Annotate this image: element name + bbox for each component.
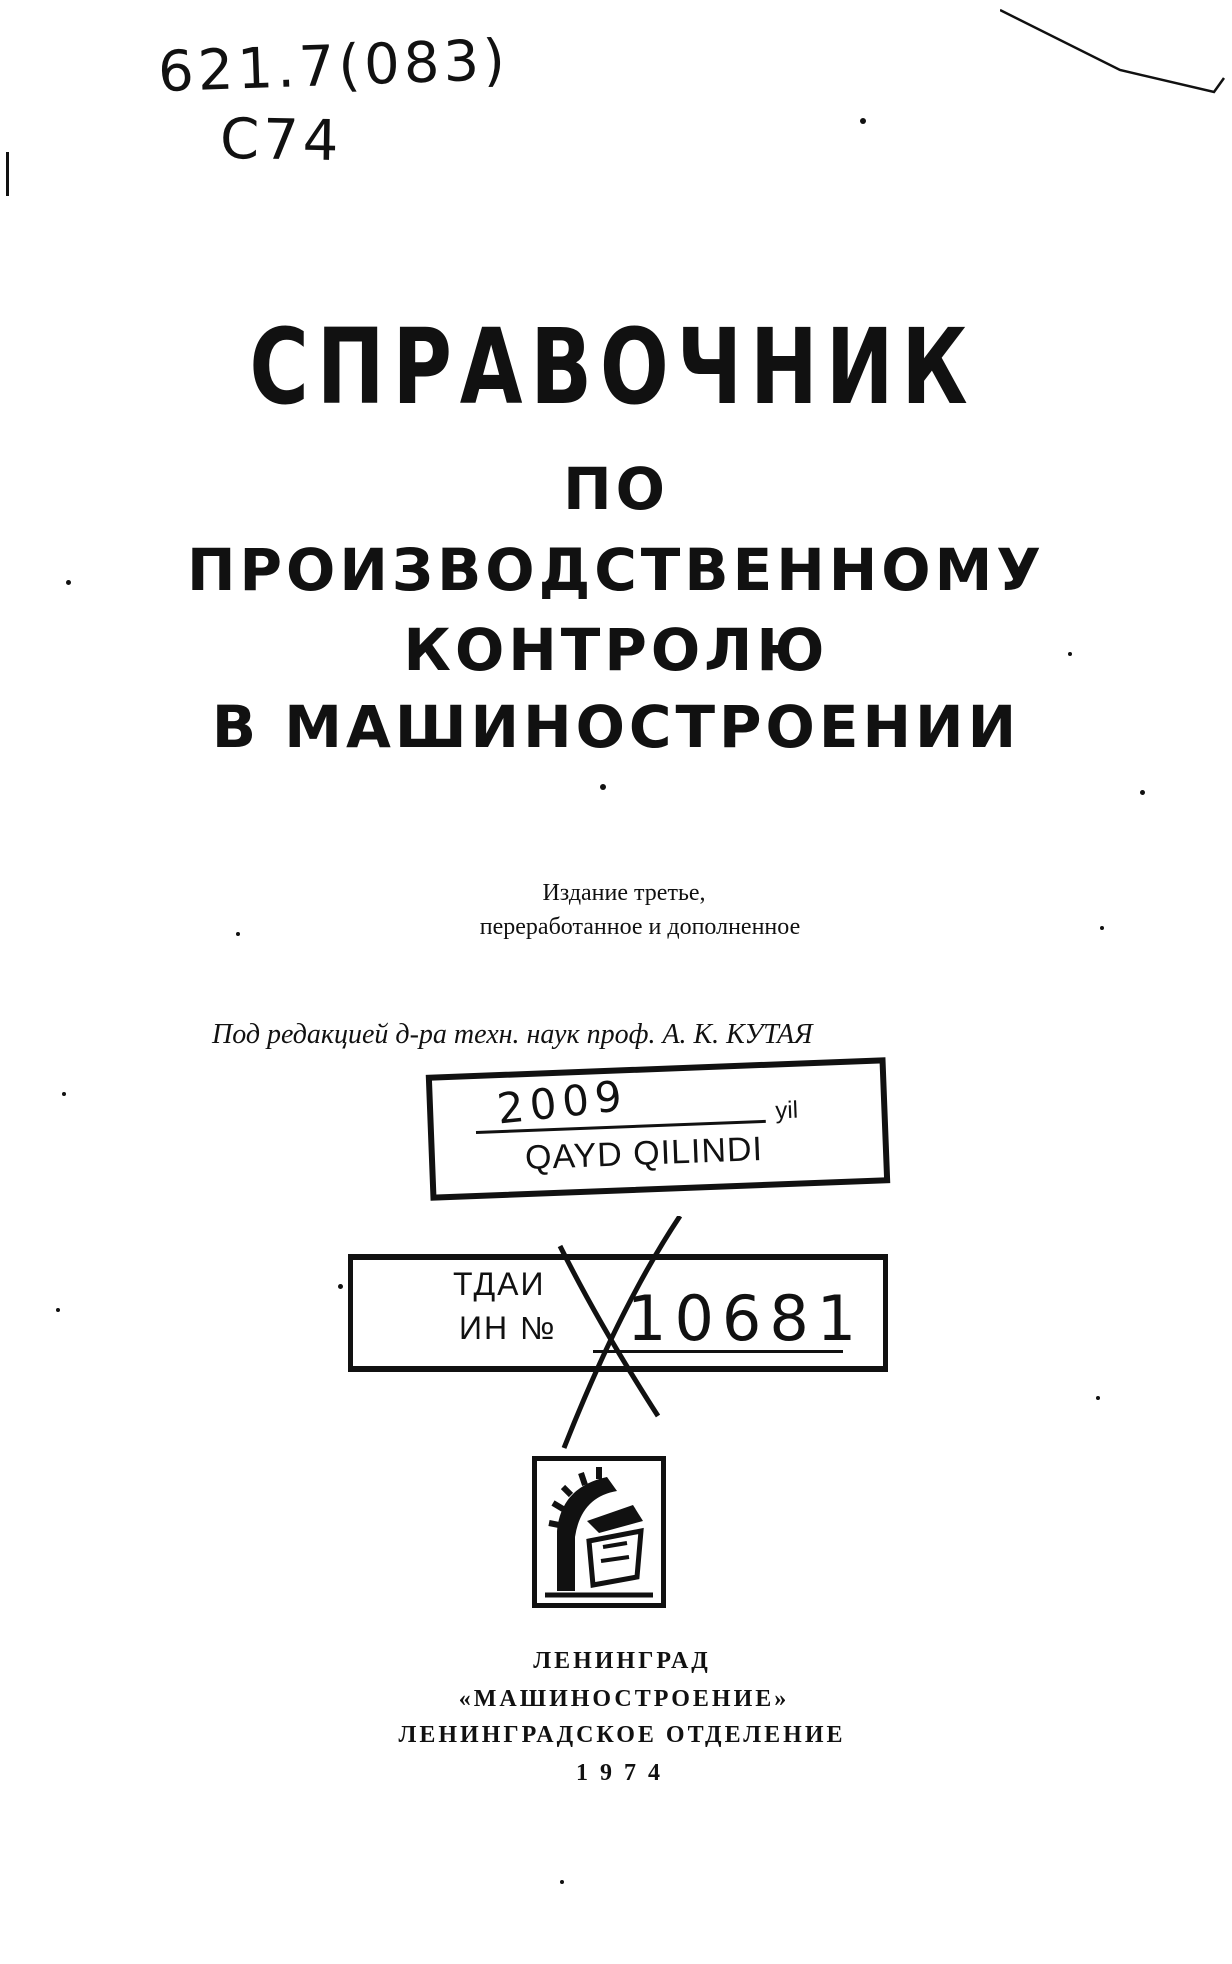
subtitle-line-2: ПРОИЗВОДСТВЕННОМУ	[186, 536, 1046, 604]
scan-speck	[1068, 652, 1072, 656]
scan-speck	[1100, 926, 1104, 930]
scan-speck	[62, 1092, 66, 1096]
margin-mark	[6, 152, 9, 196]
edition-line-1: Издание третье,	[542, 880, 706, 906]
imprint-city: ЛЕНИНГРАД	[533, 1648, 711, 1674]
imprint-publisher: «МАШИНОСТРОЕНИЕ»	[458, 1686, 790, 1712]
imprint-division: ЛЕНИНГРАДСКОЕ ОТДЕЛЕНИЕ	[398, 1722, 846, 1748]
call-number-line-1: 621.7(083)	[156, 27, 510, 106]
inventory-stamp-line-2: ИН №	[459, 1310, 557, 1346]
editor-credit: Под редакцией д-ра техн. наук проф. А. К. КУТАЯ	[212, 1019, 813, 1050]
scan-speck	[1140, 790, 1145, 795]
registration-stamp	[426, 1057, 890, 1201]
publisher-logo	[532, 1456, 666, 1608]
stamp-handwritten-year: 2009	[494, 1070, 631, 1134]
page-corner-mark	[1000, 0, 1232, 100]
subtitle-line-3: КОНТРОЛЮ	[403, 616, 829, 684]
stamp-year-suffix: yil	[774, 1096, 799, 1125]
book-title: СПРАВОЧНИК	[249, 306, 976, 428]
inventory-number: 10681	[627, 1282, 865, 1355]
scan-speck	[600, 784, 606, 790]
scan-speck	[1096, 1396, 1100, 1400]
inventory-stamp-line-1: ТДАИ	[453, 1266, 546, 1302]
edition-line-2: переработанное и дополненное	[479, 914, 801, 940]
scan-speck	[56, 1308, 60, 1312]
scan-speck	[338, 1284, 343, 1289]
call-number-line-2: С74	[219, 106, 343, 175]
imprint-year: 1974	[576, 1760, 672, 1786]
gear-wheel-icon	[537, 1461, 661, 1603]
scan-speck	[236, 932, 240, 936]
stamp-registered-text: QAYD QILINDI	[524, 1130, 764, 1178]
scan-speck	[860, 118, 866, 124]
scan-speck	[560, 1880, 564, 1884]
cross-out-mark	[540, 1216, 690, 1456]
scan-speck	[66, 580, 71, 585]
subtitle-line-4: В МАШИНОСТРОЕНИИ	[211, 693, 1021, 761]
subtitle-line-1: ПО	[563, 455, 669, 523]
